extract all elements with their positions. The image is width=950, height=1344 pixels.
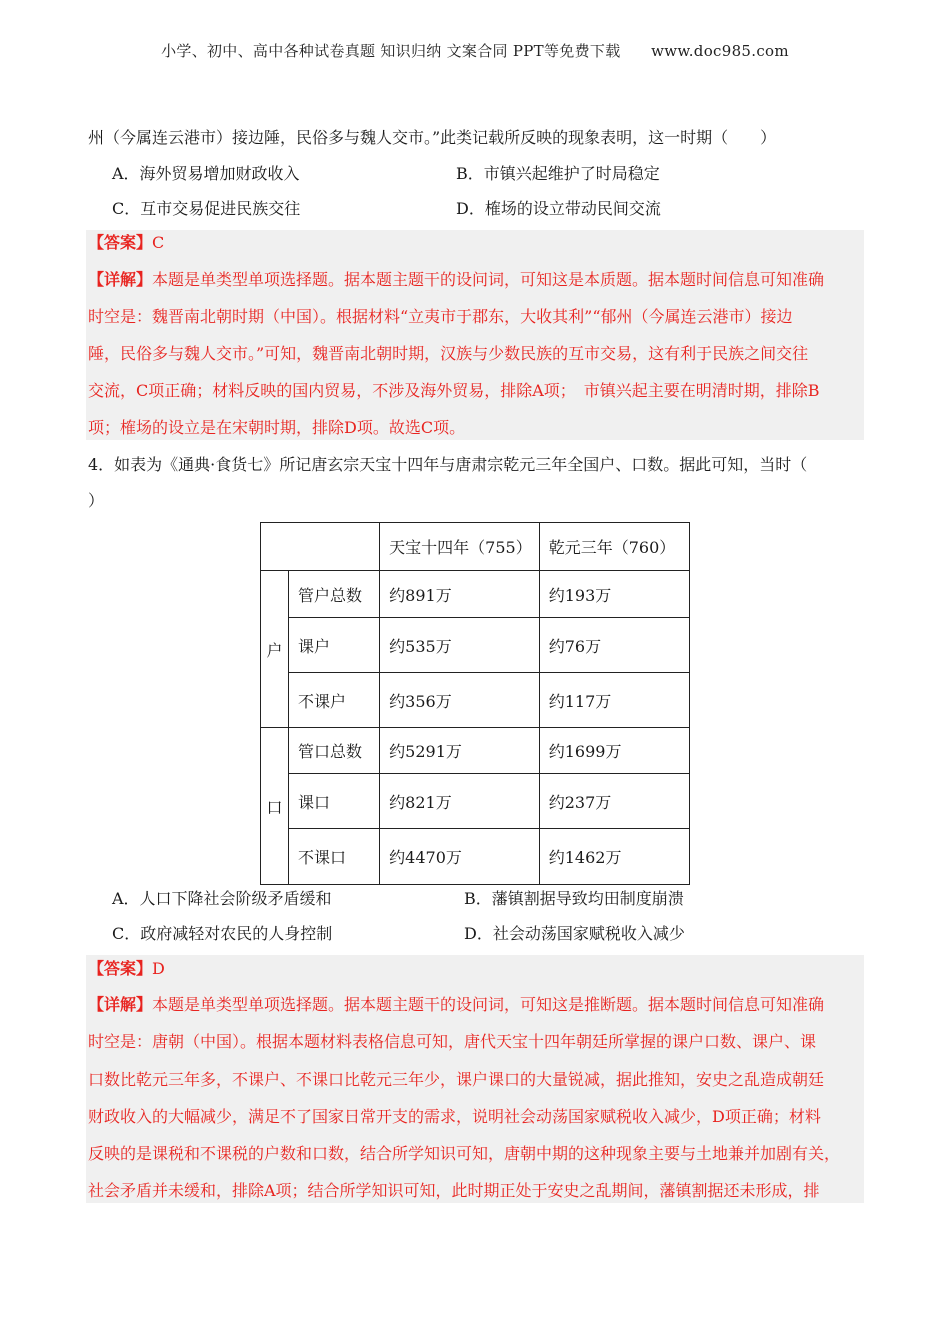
table-row: [261, 728, 690, 774]
table-row: [261, 774, 690, 829]
q4-option-b: B．藩镇割据导致均田制度崩溃: [464, 889, 684, 908]
q3-detail-text-1: 本题是单类型单项选择题。据本题主题干的设问词，可知这是本质题。据本题时间信息可知准确: [152, 270, 825, 289]
table-cell: 约193万: [539, 571, 689, 618]
q3-option-b: B．市镇兴起维护了时局稳定: [456, 164, 660, 183]
q3-detail-line-3: 陲，民俗多与魏人交市。”可知，魏晋南北朝时期，汉族与少数民族的互市交易，这有利于民族之间交往: [88, 344, 809, 363]
table-row: [261, 571, 690, 618]
table-group-kou: 口: [261, 728, 289, 885]
q4-option-a: A．人口下降社会阶级矛盾缓和: [112, 889, 332, 908]
table-row-label: 管户总数: [288, 571, 379, 618]
table-row: [261, 618, 690, 673]
q4-stem-line-1: 4．如表为《通典·食货七》所记唐玄宗天宝十四年与唐肃宗乾元三年全国户、口数。据此可知，当时（: [88, 455, 808, 474]
q3-answer: [88, 232, 164, 254]
table-cell: 约1462万: [539, 829, 689, 885]
household-population-table: [260, 522, 690, 885]
table-cell: 约237万: [539, 774, 689, 829]
table-row-label: 不课口: [288, 829, 379, 885]
table-cell: 约117万: [539, 673, 689, 728]
q4-stem-line-2: ）: [88, 491, 105, 510]
table-cell: 约356万: [380, 673, 540, 728]
q3-detail-line-4: 交流，C项正确；材料反映的国内贸易，不涉及海外贸易，排除A项； 市镇兴起主要在明清时期，排除B: [88, 381, 820, 400]
table-cell: 约535万: [380, 618, 540, 673]
q4-answer: [88, 958, 165, 980]
q3-answer-value: C: [152, 233, 165, 252]
table-row-label: 管口总数: [288, 728, 379, 774]
q4-detail-line-6: 社会矛盾并未缓和，排除A项；结合所学知识可知，此时期正处于安史之乱期间，藩镇割据还未形成，排: [88, 1181, 820, 1200]
table-cell: 约76万: [539, 618, 689, 673]
q4-answer-value: D: [152, 959, 165, 978]
table-col-header-2: 乾元三年（760）: [539, 523, 689, 571]
q4-detail-line-5: 反映的是课税和不课税的户数和口数，结合所学知识可知，唐朝中期的这种现象主要与土地兼并加剧有关，: [88, 1144, 841, 1163]
table-row: [261, 829, 690, 885]
q4-detail-line-2: 时空是：唐朝（中国）。根据本题材料表格信息可知，唐代天宝十四年朝廷所掌握的课户口数、课户、课: [88, 1032, 817, 1051]
q4-detail-line-3: 口数比乾元三年多，不课户、不课口比乾元三年少，课户课口的大量锐减，据此推知，安史之乱造成朝廷: [88, 1070, 825, 1089]
q3-answer-box: [86, 230, 864, 440]
q3-option-c: C．互市交易促进民族交往: [112, 199, 301, 218]
q3-option-d: D．榷场的设立带动民间交流: [456, 199, 661, 218]
q3-detail-line-5: 项；榷场的设立是在宋朝时期，排除D项。故选C项。: [88, 418, 466, 437]
table-cell: 约891万: [380, 571, 540, 618]
table-col-header-1: 天宝十四年（755）: [380, 523, 540, 571]
table-row: [261, 673, 690, 728]
q4-detail-text-1: 本题是单类型单项选择题。据本题主题干的设问词，可知这是推断题。据本题时间信息可知准确: [152, 995, 825, 1014]
q4-answer-box: [86, 955, 864, 1203]
q4-detail-line-4: 财政收入的大幅减少，满足不了国家日常开支的需求，说明社会动荡国家赋税收入减少，D项正确；材料: [88, 1107, 821, 1126]
q3-answer-label: 【答案】: [88, 233, 153, 252]
table-cell: 约4470万: [380, 829, 540, 885]
q3-stem-tail: 州（今属连云港市）接边陲，民俗多与魏人交市。”此类记载所反映的现象表明，这一时期（ ）: [88, 128, 777, 147]
q4-answer-label: 【答案】: [88, 959, 153, 978]
q3-detail-line-1: [88, 269, 824, 291]
table-corner-cell: [261, 523, 380, 571]
q4-detail-label: 【详解】: [88, 995, 153, 1014]
q4-option-d: D．社会动荡国家赋税收入减少: [464, 924, 685, 943]
q4-detail-line-1: [88, 994, 824, 1016]
q3-detail-label: 【详解】: [88, 270, 153, 289]
q3-detail-line-2: 时空是：魏晋南北朝时期（中国）。根据材料“立夷市于郡东，大收其利”“郁州（今属连云港市）接边: [88, 307, 793, 326]
table-header-row: [261, 523, 690, 571]
q4-option-c: C．政府减轻对农民的人身控制: [112, 924, 333, 943]
table-group-hu: 户: [261, 571, 289, 728]
page-header: 小学、初中、高中各种试卷真题 知识归纳 文案合同 PPT等免费下载 www.doc985.com: [161, 42, 789, 60]
q3-option-a: A．海外贸易增加财政收入: [112, 164, 300, 183]
table-row-label: 课户: [288, 618, 379, 673]
table-cell: 约1699万: [539, 728, 689, 774]
table-cell: 约821万: [380, 774, 540, 829]
table-row-label: 课口: [288, 774, 379, 829]
table-cell: 约5291万: [380, 728, 540, 774]
table-row-label: 不课户: [288, 673, 379, 728]
